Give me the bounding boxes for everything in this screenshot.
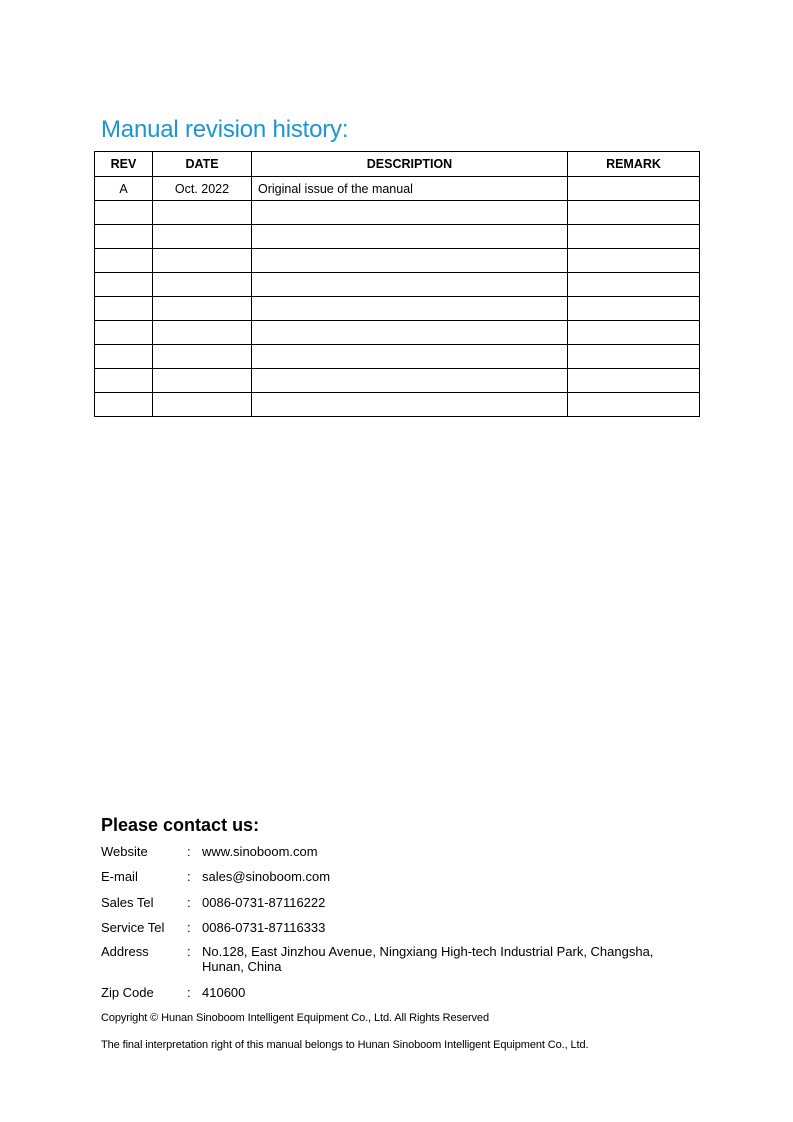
- cell-date: [153, 345, 252, 369]
- contact-value: 410600: [202, 985, 246, 1000]
- table-row: [95, 321, 700, 345]
- cell-remark: [568, 345, 700, 369]
- cell-description: [252, 249, 568, 273]
- cell-rev: [95, 249, 153, 273]
- table-row: [95, 345, 700, 369]
- cell-date: [153, 297, 252, 321]
- cell-date: [153, 249, 252, 273]
- contact-label: Zip Code: [101, 985, 154, 1000]
- cell-description: Original issue of the manual: [252, 177, 568, 201]
- cell-description: [252, 201, 568, 225]
- cell-remark: [568, 321, 700, 345]
- table-row: [95, 369, 700, 393]
- revision-table: [94, 151, 700, 417]
- table-row: [95, 249, 700, 273]
- cell-rev: [95, 321, 153, 345]
- cell-date: [153, 369, 252, 393]
- cell-date: [153, 273, 252, 297]
- header-remark: REMARK: [568, 152, 700, 177]
- contact-value: 0086-0731-87116333: [202, 920, 326, 935]
- contact-separator: :: [187, 895, 191, 910]
- table-row: [95, 201, 700, 225]
- cell-rev: A: [95, 177, 153, 201]
- contact-label: Address: [101, 944, 149, 959]
- contact-separator: :: [187, 844, 191, 859]
- cell-description: [252, 225, 568, 249]
- cell-rev: [95, 201, 153, 225]
- table-row: [95, 273, 700, 297]
- cell-remark: [568, 297, 700, 321]
- email-link[interactable]: sales@sinoboom.com: [202, 869, 331, 884]
- cell-date: [153, 321, 252, 345]
- cell-remark: [568, 201, 700, 225]
- contact-label: Website: [101, 844, 148, 859]
- table-row: [95, 297, 700, 321]
- contact-label: E-mail: [101, 869, 138, 884]
- cell-remark: [568, 273, 700, 297]
- website-link[interactable]: www.sinoboom.com: [202, 844, 318, 859]
- cell-description: [252, 369, 568, 393]
- cell-description: [252, 297, 568, 321]
- contact-title: Please contact us:: [101, 815, 260, 835]
- table-row: [95, 177, 700, 201]
- contact-value: 0086-0731-87116222: [202, 895, 326, 910]
- cell-description: [252, 345, 568, 369]
- contact-separator: :: [187, 869, 191, 884]
- cell-date: [153, 393, 252, 417]
- cell-rev: [95, 297, 153, 321]
- cell-description: [252, 393, 568, 417]
- header-rev: REV: [95, 152, 153, 177]
- cell-rev: [95, 273, 153, 297]
- cell-rev: [95, 393, 153, 417]
- cell-rev: [95, 345, 153, 369]
- contact-separator: :: [187, 944, 191, 959]
- cell-description: [252, 321, 568, 345]
- cell-remark: [568, 177, 700, 201]
- table-header-row: [95, 152, 700, 177]
- contact-separator: :: [187, 985, 191, 1000]
- header-description: DESCRIPTION: [252, 152, 568, 177]
- cell-description: [252, 273, 568, 297]
- cell-date: Oct. 2022: [153, 177, 252, 201]
- interpretation-text: The final interpretation right of this manual belongs to Hunan Sinoboom Intelligent Equipment Co., Ltd.: [101, 1039, 589, 1051]
- cell-rev: [95, 369, 153, 393]
- cell-remark: [568, 225, 700, 249]
- cell-rev: [95, 225, 153, 249]
- cell-remark: [568, 393, 700, 417]
- cell-remark: [568, 369, 700, 393]
- contact-label: Service Tel: [101, 920, 165, 935]
- table-row: [95, 393, 700, 417]
- cell-date: [153, 225, 252, 249]
- contact-label: Sales Tel: [101, 895, 154, 910]
- header-date: DATE: [153, 152, 252, 177]
- revision-history-title: Manual revision history:: [101, 116, 349, 143]
- contact-value: No.128, East Jinzhou Avenue, Ningxiang High-tech Industrial Park, Changsha, Hunan, China: [202, 944, 654, 974]
- contact-separator: :: [187, 920, 191, 935]
- cell-remark: [568, 249, 700, 273]
- cell-date: [153, 201, 252, 225]
- table-row: [95, 225, 700, 249]
- copyright-text: Copyright © Hunan Sinoboom Intelligent Equipment Co., Ltd. All Rights Reserved: [101, 1012, 489, 1024]
